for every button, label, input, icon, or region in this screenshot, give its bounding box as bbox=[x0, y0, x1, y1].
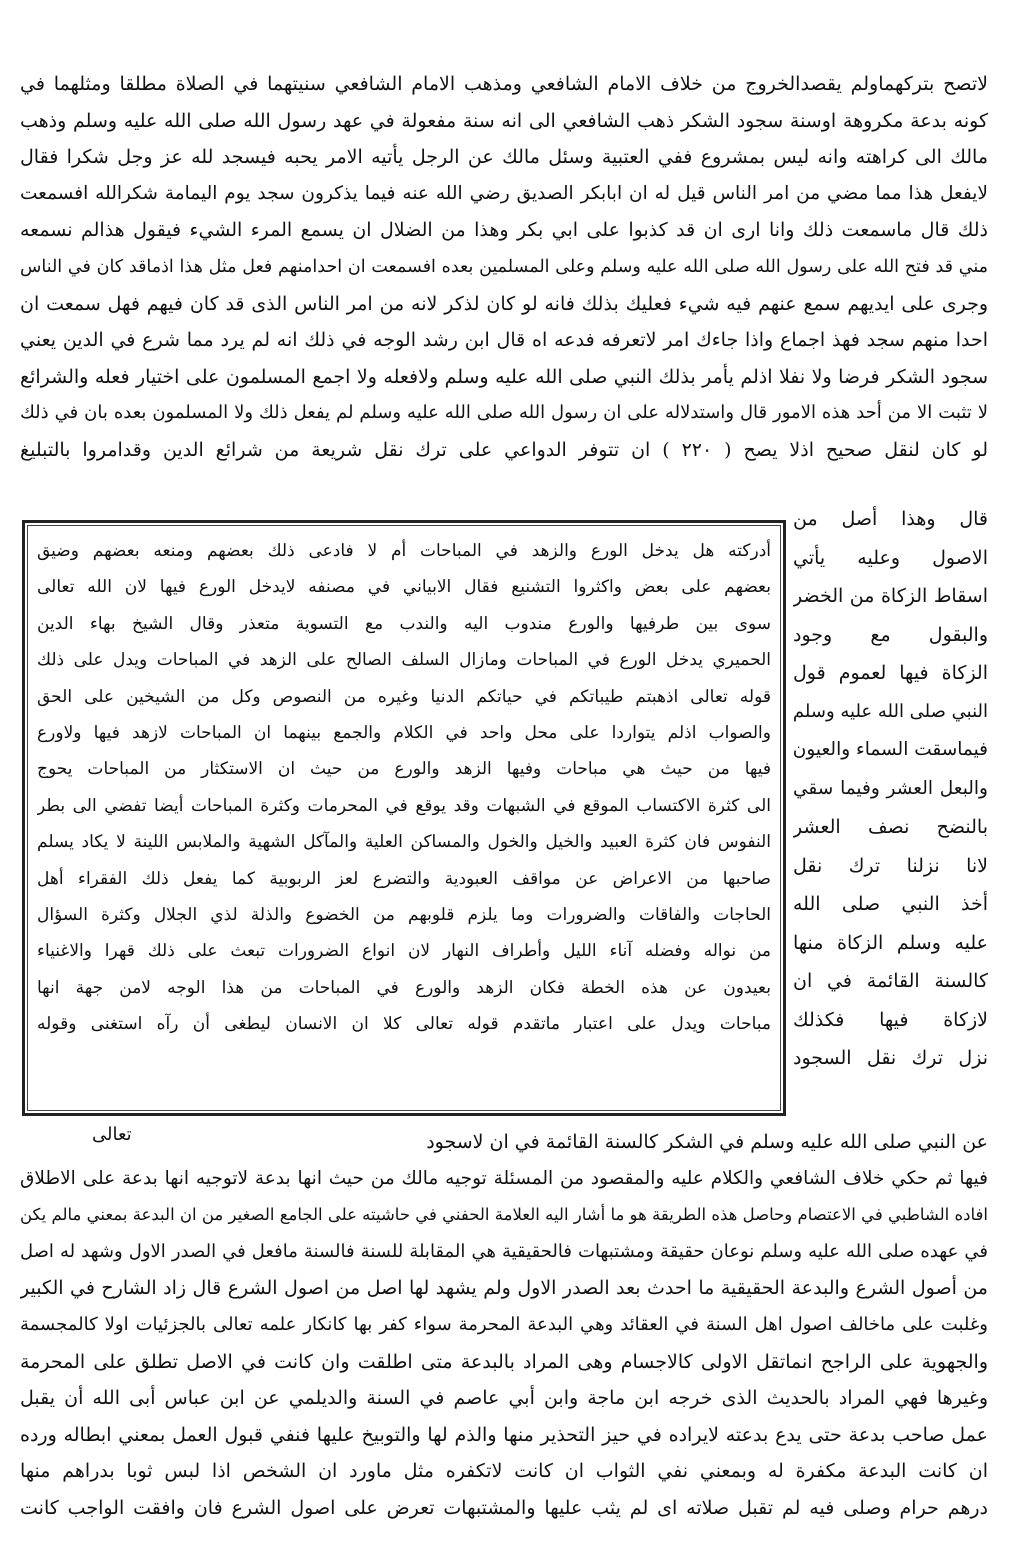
text-line: لا تثبت الا من أحد هذه الامور قال واستدلاله على ان رسول الله صلى الله عليه وسلم لم يفعل ذلك ولا المسلمون بعده بان في ذلك bbox=[20, 402, 988, 424]
text-line: فيها ثم حكي خلاف الشافعي والكلام عليه والمقصود من المسئلة توجيه مالك من حيث انها بدعة لاتوجيه انها بدعة على الاطلاق bbox=[20, 1167, 988, 1189]
side-line: الزكاة فيها لعموم قول bbox=[793, 662, 988, 684]
text-line: وغلبت على ماخالف اصول اهل السنة في العقائد وهي البدعة المحرمة سواء كفر بها كانكار علمه تعالى بالجزئيات اولا كالمجسمة bbox=[20, 1313, 988, 1335]
text-line: سجود الشكر فرضا ولا نفلا اذلم يأمر بذلك النبي صلى الله عليه وسلم ولافعله ولا اجمع المسلمون على اختيار فعله والشرائع bbox=[20, 365, 988, 388]
side-line: الاصول وعليه يأتي bbox=[793, 546, 988, 569]
commentary-line: بعضهم على بعض واكثروا التشنيع فقال الابياني في مصنفه لايدخل الورع فيها لان الله تعالى bbox=[37, 577, 771, 598]
text-line: من أصول الشرع والبدعة الحقيقية ما احدث بعد الصدر الاول ولم يشهد لها اصل من اصول الشرع قال زاد الشارح في الكبير bbox=[20, 1277, 988, 1300]
commentary-line: الحميري يدخل الورع في المباحات ومازال السلف الصالح على الزهد في المباحات ويدل على ذلك bbox=[37, 650, 771, 671]
text-line: مني قد فتح الله على رسول الله صلى الله عليه وسلم وعلى المسلمين بعده افسمعت ان احدامنهم فعل مثل هذا اذماقد كان في الناس bbox=[20, 256, 988, 277]
boxed-commentary bbox=[22, 520, 786, 1116]
commentary-line: والصواب اذلم يتواردا على محل واحد في الكلام والجمع بينهما ان المباحات لازهد فيها ولاورع bbox=[37, 722, 771, 743]
commentary-line: من نواله وفضله آناء الليل وأطراف النهار لان انواع الضرورات تبعث على ذلك قهرا والاغنياء bbox=[37, 941, 771, 962]
margin-word: تعالى bbox=[92, 1124, 132, 1145]
side-line: والبقول مع وجود bbox=[793, 623, 988, 646]
side-line: قال وهذا أصل من bbox=[793, 508, 988, 530]
commentary-line: صاحبها من الاعراض عن مواقف العبودية والتضرع لعز الربوبية كما يفعل ذلك الفقراء أهل bbox=[37, 868, 771, 889]
text-line: كونه بدعة مكروهة اوسنة سجود الشكر ذهب الشافعي الى انه سنة مفعولة في عهد رسول الله صلى الله عليه وسلم وذهب bbox=[20, 109, 988, 132]
commentary-line: الحاجات والفاقات والضرورات وما يلزم قلوبهم من الخضوع والذلة لذي الجلال وكثرة السؤال bbox=[37, 904, 771, 925]
text-line: وجرى على ايديهم سمع عنهم فيه شيء فعليك بذلك فانه لو كان لذكر لانه من امر الناس الذى قد كان فيهم فهل سمعت ان bbox=[20, 292, 988, 315]
text-line: مالك الى كراهته وانه ليس بمشروع ففي العتبية وسئل مالك عن الرجل يأتيه الامر يحبه فيسجد لله عز وجل شكرا فقال bbox=[20, 146, 988, 169]
text-line: لاتصح بتركهماولم يقصدالخروج من خلاف الامام الشافعي ومذهب الامام الشافعي سنيتهما في الصلاة مطلقا ومثلهما في bbox=[20, 73, 988, 95]
side-column-text bbox=[793, 500, 988, 1078]
side-line: عليه وسلم الزكاة منها bbox=[793, 931, 988, 954]
commentary-line: مباحات ويدل على اعتبار ماتقدم قوله تعالى كلا ان الانسان ليطغى أن رآه استغنى وقوله bbox=[37, 1014, 771, 1035]
commentary-line: فيها من حيث هي مباحات وفيها الزهد والورع من حيث ان الاستكثار من المباحات يحوج bbox=[37, 759, 771, 780]
text-line: لو كان لنقل صحيح اذلا يصح ( ۲۲۰ ) ان تتوفر الدواعي على ترك نقل شريعة من شرائع الدين وقدامروا بالتبليغ bbox=[20, 438, 988, 461]
text-line: والجهوية على الراجح انماتقل الاولى كالاجسام وهى المراد بالبدعة متى اطلقت وان كانت في الاصل تطلق على المحرمة bbox=[20, 1350, 988, 1373]
side-line: لازكاة فيها فكذلك bbox=[793, 1008, 988, 1031]
side-line: اسقاط الزكاة من الخضر bbox=[793, 585, 988, 607]
side-line: لانا نزلنا ترك نقل bbox=[793, 854, 988, 877]
main-text-top bbox=[20, 66, 988, 469]
text-line: وغيرها فهي المراد بالحديث الذى خرجه ابن ماجة وابن أبي عاصم في السنة والديلمي عن ابن عباس أبى الله أن يقبل bbox=[20, 1387, 988, 1410]
text-line: عن النبي صلى الله عليه وسلم في الشكر كالسنة القائمة في ان لاسجود bbox=[426, 1131, 988, 1153]
commentary-line: النفوس فان كثرة العبيد والخيل والخول والمساكن العلية والمآكل الشهية والملابس اللينة لا يكاد يسلم bbox=[37, 832, 771, 853]
commentary-line: قوله تعالى اذهبتم طيباتكم في حياتكم الدنيا وغيره من النصوص وكل من الشيخين على الحق bbox=[37, 686, 771, 707]
text-line: عمل صاحب بدعة حتى يدع بدعته لايراده في حيز التحذير منها والذم لها والتوبيخ عليها فنفي قبول العمل بمعني ابطاله ورده bbox=[20, 1423, 988, 1446]
text-line: لايفعل هذا مما مضي من امر الناس قيل له ان ابابكر الصديق رضي الله عنه فيما يذكرون سجد يوم اليمامة شكرالله افسمعت bbox=[20, 182, 988, 204]
text-line: احدا منهم سجد فهذ اجماع واذا جاءك امر لاتعرفه فدعه اه قال ابن رشد الوجه في ذلك انه لم يرد مما شرع في الدين يعني bbox=[20, 329, 988, 352]
side-line: النبي صلى الله عليه وسلم bbox=[793, 700, 988, 722]
commentary-line: بعيدون عن هذه الخطة فكان الزهد والورع في المباحات من هذا الوجه لامن جهة انها bbox=[37, 977, 771, 998]
side-line: كالسنة القائمة في ان bbox=[793, 970, 988, 992]
side-line: أخذ النبي صلى الله bbox=[793, 893, 988, 915]
text-line: افاده الشاطبي في الاعتصام وحاصل هذه الطريقة هو ما أشار اليه العلامة الحفني في حاشيته على الجامع الصغير من ان البدعة بمعني مالم يكن bbox=[20, 1205, 988, 1225]
commentary-line: الى كثرة الاكتساب الموقع في الشبهات وقد يوقع في المحرمات وكثرة المباحات أيضا تفضي الى بطر bbox=[37, 795, 771, 816]
text-line: ان كانت البدعة مكفرة له وبمعني نفي الثواب ان كانت لاتكفره مثل ماورد ان الشخص اذا لبس ثوبا بدراهم منها bbox=[20, 1460, 988, 1483]
text-line: في عهده صلى الله عليه وسلم نوعان حقيقة ومشتبهات فالحقيقية هي المقابلة للسنة فالسنة مافعل في الصدر الاول وشهد له اصل bbox=[20, 1240, 988, 1262]
side-line: والبعل العشر وفيما سقي bbox=[793, 777, 988, 799]
side-line: بالنضح نصف العشر bbox=[793, 816, 988, 838]
main-text-bottom bbox=[20, 1124, 988, 1527]
side-line: فيماسقت السماء والعيون bbox=[793, 739, 988, 760]
text-line: درهم حرام وصلى فيه لم تقبل صلاته اى لم يثب عليها والمشتبهات تعرض على اصول الشرع فان وافقت الواجب كانت bbox=[20, 1496, 988, 1519]
commentary-line: أدركته هل يدخل الورع والزهد في المباحات أم لا فادعى ذلك بعضهم ومنعه بعضهم وضيق bbox=[37, 541, 771, 561]
commentary-line: سوى بين طرفيها والورع مندوب اليه والندب مع التسوية متعذر وقال الشيخ بهاء الدين bbox=[37, 613, 771, 634]
text-line: ذلك قال ماسمعت ذلك وانا ارى ان قد كذبوا على ابي بكر وهذا من الضلال ان يسمع المرء الشيء فيقول هذالم نسمعه bbox=[20, 219, 988, 242]
side-line: نزل ترك نقل السجود bbox=[793, 1047, 988, 1069]
